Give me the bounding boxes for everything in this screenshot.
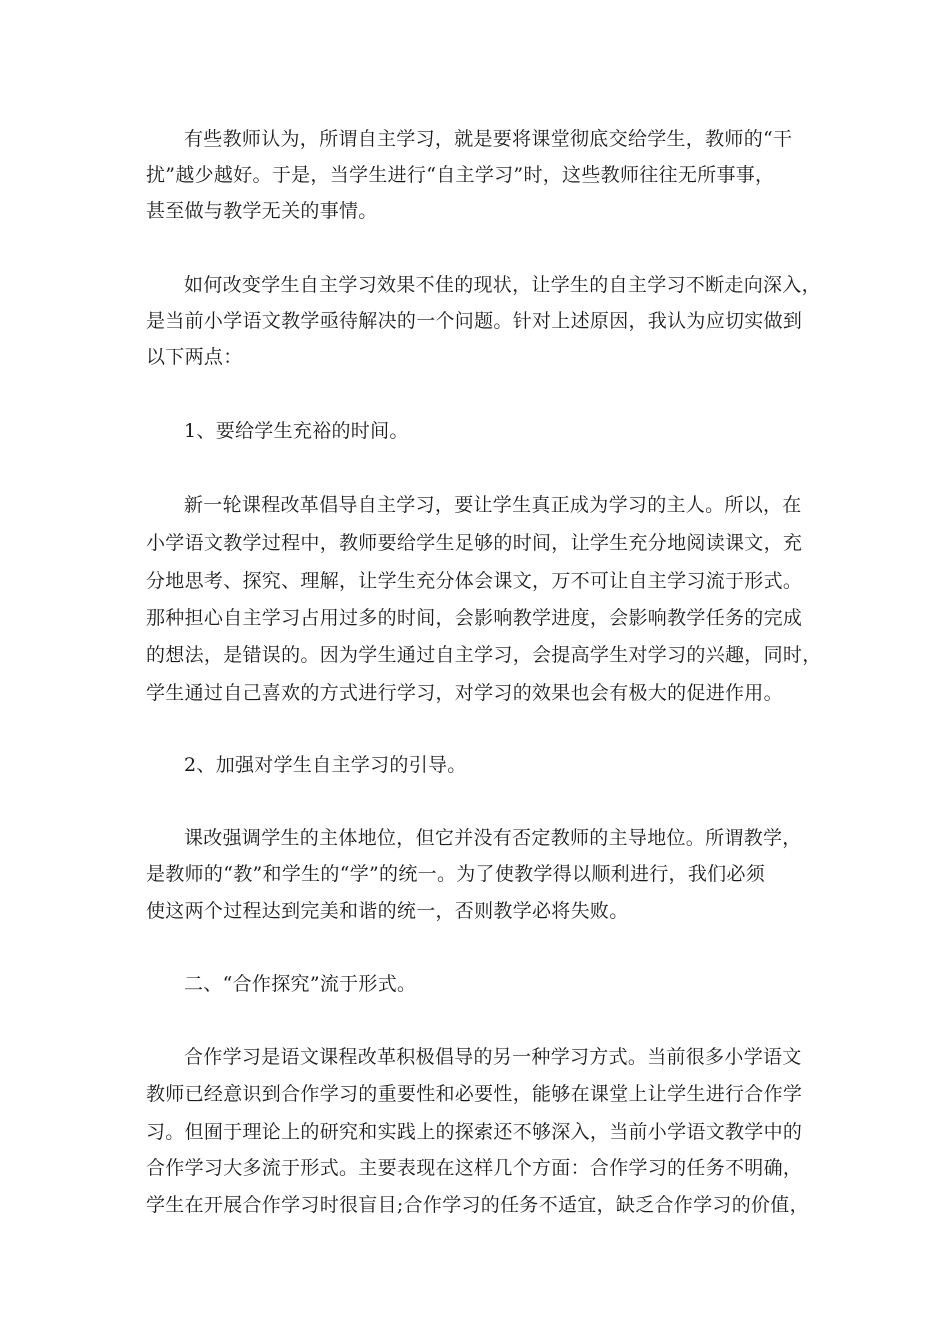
paragraph-line: 是教师的“教”和学生的“学”的统一。为了使教学得以顺利进行，我们必须: [146, 863, 766, 885]
section-heading: 1、要给学生充裕的时间。: [184, 420, 409, 442]
paragraph-line: 学生在开展合作学习时很盲目;合作学习的任务不适宜，缺乏合作学习的价值，: [146, 1194, 809, 1216]
paragraph-line: 那种担心自主学习占用过多的时间，会影响教学进度，会影响教学任务的完成: [146, 607, 803, 629]
paragraph-line: 扰”越少越好。于是，当学生进行“自主学习”时，这些教师往往无所事事，: [146, 164, 775, 186]
paragraph-line: 的想法，是错误的。因为学生通过自主学习，会提高学生对学习的兴趣，同时，: [146, 644, 822, 666]
paragraph-line: 小学语文教学过程中，教师要给学生足够的时间，让学生充分地阅读课文，充: [146, 532, 803, 554]
section-heading: 2、加强对学生自主学习的引导。: [184, 754, 467, 776]
paragraph-line: 使这两个过程达到完美和谐的统一，否则教学必将失败。: [146, 900, 629, 922]
paragraph-line: 以下两点：: [146, 346, 243, 368]
section-heading: 二、“合作探究”流于形式。: [184, 973, 417, 995]
paragraph-line: 新一轮课程改革倡导自主学习，要让学生真正成为学习的主人。所以，在: [184, 494, 802, 516]
paragraph-line: 有些教师认为，所谓自主学习，就是要将课堂彻底交给学生，教师的“干: [184, 128, 793, 150]
paragraph-line: 习。但囿于理论上的研究和实践上的探索还不够深入，当前小学语文教学中的: [146, 1121, 803, 1143]
paragraph-line: 合作学习是语文课程改革积极倡导的另一种学习方式。当前很多小学语文: [184, 1046, 802, 1068]
paragraph-line: 合作学习大多流于形式。主要表现在这样几个方面：合作学习的任务不明确，: [146, 1157, 803, 1179]
paragraph-line: 分地思考、探究、理解，让学生充分体会课文，万不可让自主学习流于形式。: [146, 570, 803, 592]
paragraph-line: 甚至做与教学无关的事情。: [146, 200, 378, 222]
paragraph-line: 如何改变学生自主学习效果不佳的现状，让学生的自主学习不断走向深入，: [184, 274, 821, 296]
paragraph-line: 是当前小学语文教学亟待解决的一个问题。针对上述原因，我认为应切实做到: [146, 310, 803, 332]
paragraph-line: 课改强调学生的主体地位，但它并没有否定教师的主导地位。所谓教学，: [184, 827, 802, 849]
paragraph-line: 教师已经意识到合作学习的重要性和必要性，能够在课堂上让学生进行合作学: [146, 1083, 803, 1105]
paragraph-line: 学生通过自己喜欢的方式进行学习，对学习的效果也会有极大的促进作用。: [146, 682, 783, 704]
